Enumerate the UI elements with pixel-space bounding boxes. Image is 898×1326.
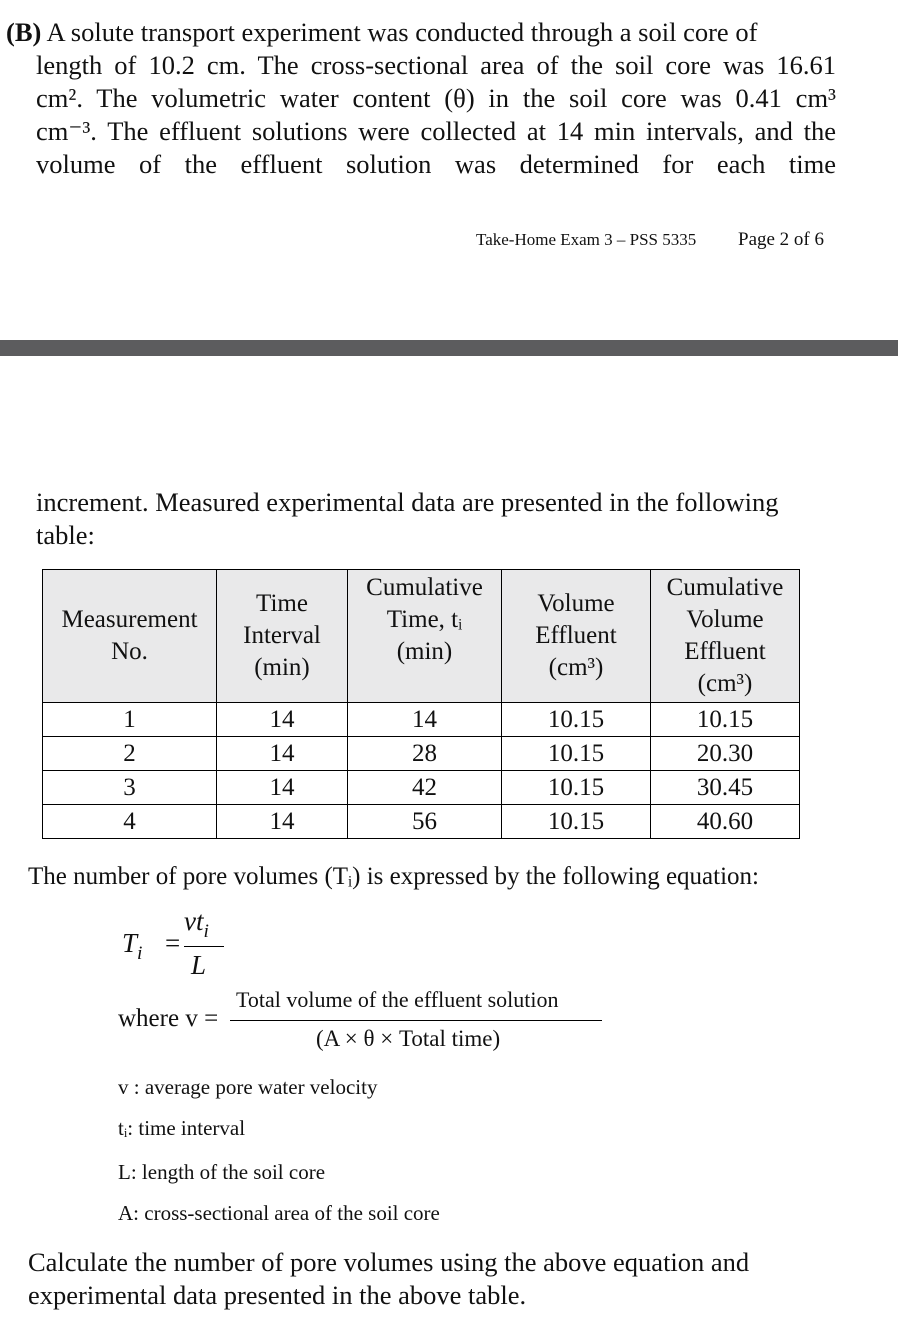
table-header-row	[43, 570, 800, 703]
header-cumulative-time: Cumulative Time, tᵢ (min)	[348, 570, 502, 703]
table-row	[43, 703, 800, 737]
cell: 10.15	[502, 703, 651, 737]
velocity-numerator: Total volume of the effluent solution	[236, 987, 559, 1012]
header-measurement-no: Measurement No.	[43, 570, 217, 703]
problem-intro	[6, 16, 836, 181]
cell: 14	[217, 703, 348, 737]
data-table	[42, 569, 800, 839]
header-time-interval: Time Interval (min)	[217, 570, 348, 703]
cell: 1	[43, 703, 217, 737]
cell: 14	[217, 771, 348, 805]
cell: 10.15	[502, 771, 651, 805]
page-number: Page 2 of 6	[738, 229, 825, 250]
header-volume-effluent: Volume Effluent (cm³)	[502, 570, 651, 703]
table-row	[43, 805, 800, 839]
definition-a: A: cross-sectional area of the soil core	[118, 1201, 440, 1225]
cell: 20.30	[651, 737, 800, 771]
cell: 14	[217, 737, 348, 771]
intro-line: A solute transport experiment was conducted through a soil core of	[46, 17, 758, 47]
intro-line: cm². The volumetric water content (θ) in the soil core was 0.41 cm³	[36, 83, 836, 113]
velocity-where: where v =	[118, 1005, 219, 1032]
part-label: (B)	[6, 17, 42, 47]
cell: 28	[348, 737, 502, 771]
intro-line: volume of the effluent solution was determined for each time	[36, 149, 836, 179]
definition-ti: tᵢ: time interval	[118, 1116, 246, 1140]
task-line: Calculate the number of pore volumes using the above equation and	[28, 1247, 750, 1277]
equation-numerator: $vt_i$	[184, 906, 209, 942]
continuation-line: table:	[36, 520, 95, 550]
equation-lhs: $T_i$	[122, 928, 143, 964]
task-statement	[28, 1246, 848, 1312]
velocity-denominator: (A × θ × Total time)	[316, 1026, 501, 1051]
definition-l: L: length of the soil core	[118, 1160, 326, 1184]
cell: 10.15	[651, 703, 800, 737]
cell: 14	[217, 805, 348, 839]
cell: 56	[348, 805, 502, 839]
table-row	[43, 737, 800, 771]
cell: 14	[348, 703, 502, 737]
equation-equals: =	[165, 928, 181, 958]
cell: 4	[43, 805, 217, 839]
equation-intro: The number of pore volumes (Tᵢ) is expressed by the following equation:	[28, 863, 759, 890]
velocity-fraction-bar	[230, 1020, 602, 1021]
equation-denominator: L	[191, 950, 207, 980]
cell: 3	[43, 771, 217, 805]
continuation-line: increment. Measured experimental data are presented in the following	[36, 487, 779, 517]
problem-continuation	[36, 486, 836, 552]
intro-line: cm⁻³. The effluent solutions were collected at 14 min intervals, and the	[36, 116, 836, 146]
task-line: experimental data presented in the above table.	[28, 1280, 527, 1310]
header-cumulative-volume: Cumulative Volume Effluent (cm³)	[651, 570, 800, 703]
table-row	[43, 771, 800, 805]
cell: 42	[348, 771, 502, 805]
fraction-bar	[184, 946, 224, 947]
cell: 2	[43, 737, 217, 771]
intro-line: length of 10.2 cm. The cross-sectional area of the soil core was 16.61	[36, 50, 836, 80]
exam-header: Take-Home Exam 3 – PSS 5335	[476, 230, 697, 249]
cell: 10.15	[502, 805, 651, 839]
cell: 30.45	[651, 771, 800, 805]
cell: 10.15	[502, 737, 651, 771]
page-separator	[0, 340, 898, 356]
definition-v: v : average pore water velocity	[118, 1075, 378, 1099]
cell: 40.60	[651, 805, 800, 839]
